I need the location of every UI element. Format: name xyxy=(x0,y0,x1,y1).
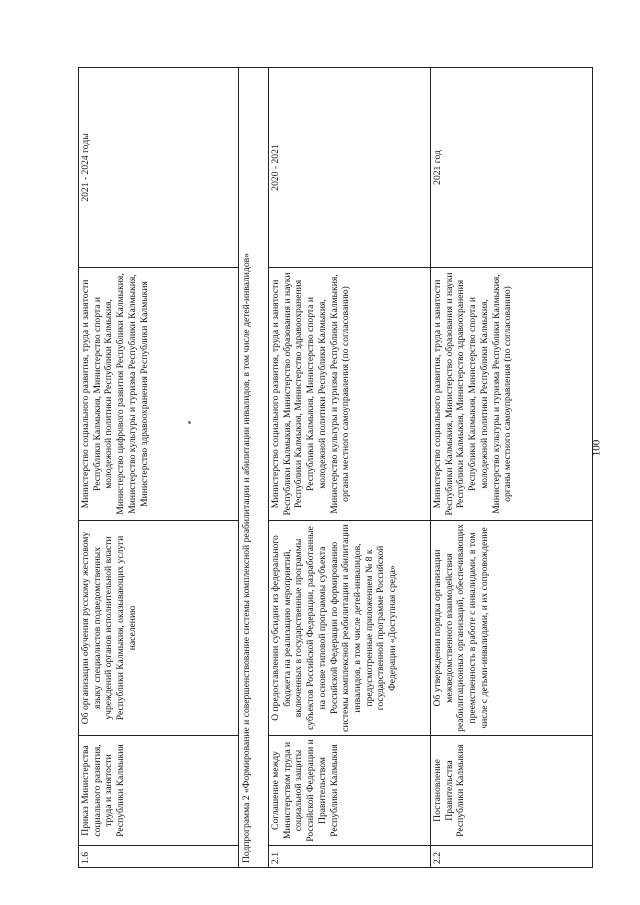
executors: Министерство социального развития, труда и занятости Республики Калмыкия, Министерство образования и науки Республики Калмыкия, Министерство здравоохранения Республики Калмыкия, Министерство спорта и молодежной политики Республики Калмыкия, Министерство культуры и туризма Республики Калмыкия, органы местного самоуправления (по согласованию) xyxy=(431,268,593,521)
period: 2021 - 2024 годы xyxy=(79,68,239,268)
table-row xyxy=(79,68,239,868)
document-title: О предоставлении субсидии из федерального бюджета на реализацию мероприятий, включенных в государственные программы субъектов Российской Федерации, разработанные на основе типовой программы субъекта Российской Федерации по формированию системы комплексной реабилитации и абилитации инвалидов, в том числе детей-инвалидов, предусмотренные приложением № 8 к государственной программе Российской Федерации «Доступная среда» xyxy=(269,521,431,736)
executors: Министерство социального развития, труда и занятости Республики Калмыкия, Министерство образования и науки Республики Калмыкия, Министерство здравоохранения Республики Калмыкия, Министерство спорта и молодежной политики Республики Калмыкия, Министерство культуры и туризма Республики Калмыкия, органы местного самоуправления (по согласованию) xyxy=(269,268,431,521)
subprogram-title: Подпрограмма 2 «Формирование и совершенствование системы комплексной реабилитации и абилитации инвалидов, в том числе детей-инвалидов» xyxy=(239,68,269,868)
table-row xyxy=(431,68,593,868)
document-type: Соглашение между Министерством труда и социальной защиты Российской Федерации и Правительством Республики Калмыкия xyxy=(269,736,431,846)
period: 2021 год xyxy=(431,68,593,268)
executors: Министерство социального развития, труда и занятости Республики Калмыкия, Министерство спорта и молодежной политики Республики Калмыкия, Министерство цифрового развития Республики Калмыкия, Министерство культуры и туризма Республики Калмыкия, Министерство здравоохранения Республики Калмыкия xyxy=(79,268,239,521)
document-title: Об организации обучения русскому жестовому языку специалистов подведомственных учреждений органов исполнительной власти Республики Калмыкия, оказывающих услуги населению xyxy=(79,521,239,736)
row-number: 2.1 xyxy=(269,846,431,868)
row-number: 2.2 xyxy=(431,846,593,868)
rotated-table-wrapper xyxy=(78,68,628,868)
subprogram-row xyxy=(239,68,269,868)
measures-table xyxy=(78,67,593,868)
document-title: Об утверждении порядка организации межведомственного взаимодействия реабилитационных организаций, обеспечивающих преемственность в работе с инвалидами, в том числе с детьми-инвалидами, и их сопровождение xyxy=(431,521,593,736)
document-type: Постановление Правительства Республики Калмыкия xyxy=(431,736,593,846)
row-number: 1.6 xyxy=(79,846,239,868)
table-row xyxy=(269,68,431,868)
page-number: 100 xyxy=(590,439,603,457)
period: 2020 - 2021 xyxy=(269,68,431,268)
document-type: Приказ Министерства социального развития, труда и занятости Республики Калмыкия xyxy=(79,736,239,846)
